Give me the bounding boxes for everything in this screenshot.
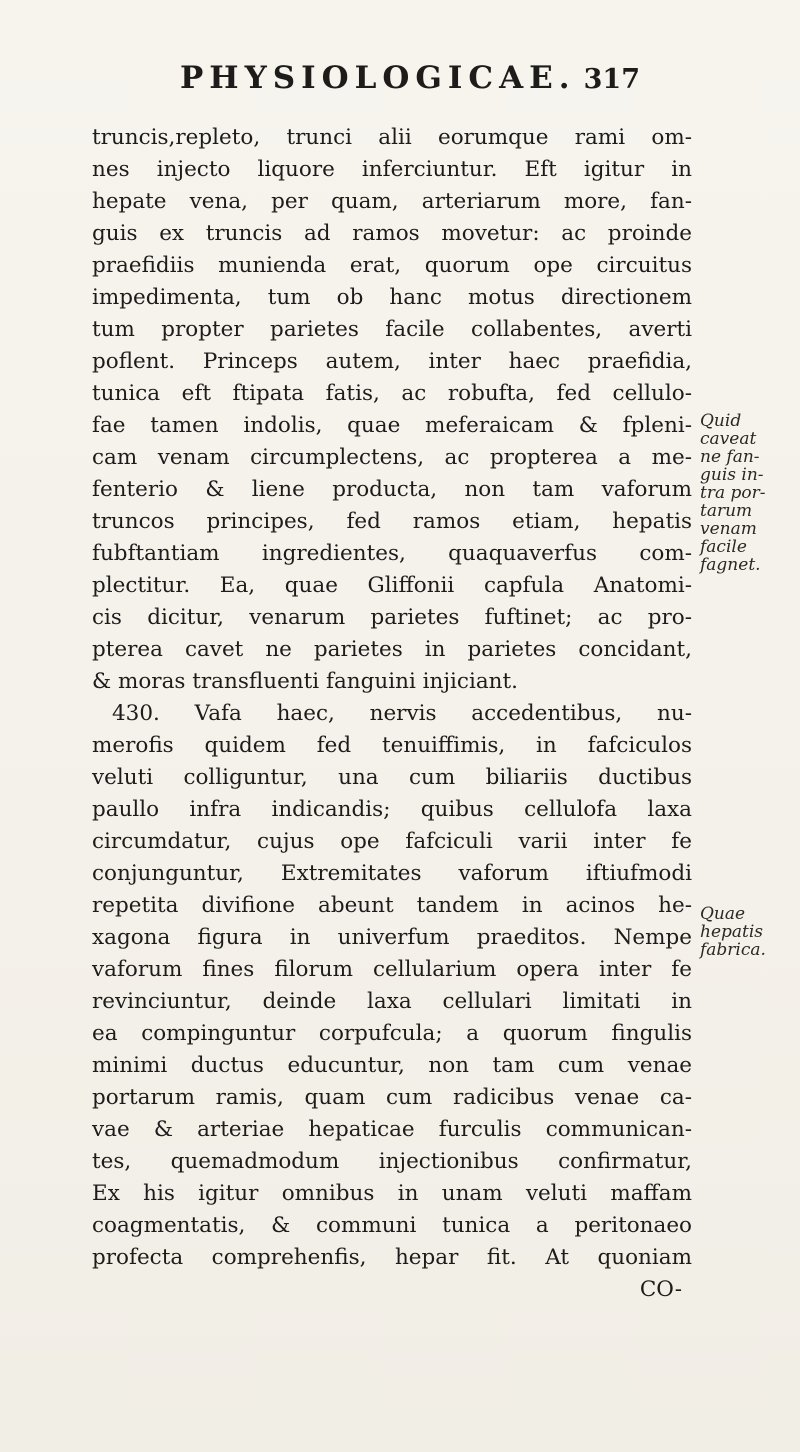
marginal-line: fagnet. [700, 555, 761, 575]
paragraph-start-line: 430. Vafa haec, nervis accedentibus, nu- [112, 701, 692, 726]
marginal-line: facile [700, 537, 747, 557]
page-number: 317 [583, 64, 640, 95]
marginal-line: ne fan- [700, 447, 760, 467]
text-line: nes injecto liquore inferciuntur. Eft igitur in [92, 157, 692, 182]
text-line: fae tamen indolis, quae meferaicam & fpleni- [92, 413, 692, 438]
text-line: poflent. Princeps autem, inter haec praefidia, [92, 349, 692, 374]
text-line: circumdatur, cujus ope fafciculi varii inter fe [92, 829, 692, 854]
text-line: veluti colliguntur, una cum biliariis ductibus [92, 765, 692, 790]
text-line: tum propter parietes facile collabentes, averti [92, 317, 692, 342]
text-line: praefidiis munienda erat, quorum ope circuitus [92, 253, 692, 278]
text-line: coagmentatis, & communi tunica a peritonaeo [92, 1213, 692, 1238]
text-line: tunica eft ftipata fatis, ac robufta, fed cellulo- [92, 381, 692, 406]
text-line: & moras transfluenti fanguini injiciant. [92, 669, 518, 694]
text-line: repetita divifione abeunt tandem in acinos he- [92, 893, 692, 918]
marginal-line: Quae [700, 904, 746, 924]
marginal-line: Quid [700, 411, 742, 431]
marginal-line: tra por- [700, 483, 766, 503]
marginal-line: venam [700, 519, 757, 539]
text-line: cam venam circumplectens, ac propterea a me- [92, 445, 692, 470]
marginal-line: caveat [700, 429, 757, 449]
text-line: hepate vena, per quam, arteriarum more, fan- [92, 189, 692, 214]
text-line: profecta comprehenfis, hepar fit. At quoniam [92, 1245, 692, 1270]
text-line: plectitur. Ea, quae Gliffonii capfula Anatomi- [92, 573, 692, 598]
marginal-line: tarum [700, 501, 753, 521]
body-text [92, 122, 692, 1306]
text-line: Ex his igitur omnibus in unam veluti maffam [92, 1181, 692, 1206]
running-title: PHYSIOLOGICAE. [180, 60, 576, 96]
text-line: vaforum fines filorum cellularium opera inter fe [92, 957, 692, 982]
marginal-note-quae-hepatis [700, 905, 766, 959]
text-line: truncos principes, fed ramos etiam, hepatis [92, 509, 692, 534]
running-head [180, 60, 640, 104]
text-line: fenterio & liene producta, non tam vaforum [92, 477, 692, 502]
marginal-line: guis in- [700, 465, 764, 485]
catchword: CO- [639, 1277, 682, 1302]
marginal-line: hepatis [700, 922, 764, 942]
text-line: cis dicitur, venarum parietes fuftinet; ac pro- [92, 605, 692, 630]
text-line: vae & arteriae hepaticae furculis communican- [92, 1117, 692, 1142]
text-line: paullo infra indicandis; quibus cellulofa laxa [92, 797, 692, 822]
text-line: portarum ramis, quam cum radicibus venae ca- [92, 1085, 692, 1110]
text-line: impedimenta, tum ob hanc motus directionem [92, 285, 692, 310]
text-line: truncis,repleto, trunci alii eorumque rami om- [92, 125, 692, 150]
marginal-line: fabrica. [700, 940, 766, 960]
text-line: ea compinguntur corpufcula; a quorum fingulis [92, 1021, 692, 1046]
text-line: pterea cavet ne parietes in parietes concidant, [92, 637, 692, 662]
text-line: merofis quidem fed tenuiffimis, in fafciculos [92, 733, 692, 758]
text-line: revinciuntur, deinde laxa cellulari limitati in [92, 989, 692, 1014]
text-line: guis ex truncis ad ramos movetur: ac proinde [92, 221, 692, 246]
text-line: tes, quemadmodum injectionibus confirmatur, [92, 1149, 692, 1174]
text-line: fubftantiam ingredientes, quaquaverfus com- [92, 541, 692, 566]
marginal-note-quid-caveat [700, 412, 766, 574]
text-line: minimi ductus educuntur, non tam cum venae [92, 1053, 692, 1078]
text-line: xagona figura in univerfum praeditos. Nempe [92, 925, 692, 950]
text-line: conjunguntur, Extremitates vaforum iftiufmodi [92, 861, 692, 886]
